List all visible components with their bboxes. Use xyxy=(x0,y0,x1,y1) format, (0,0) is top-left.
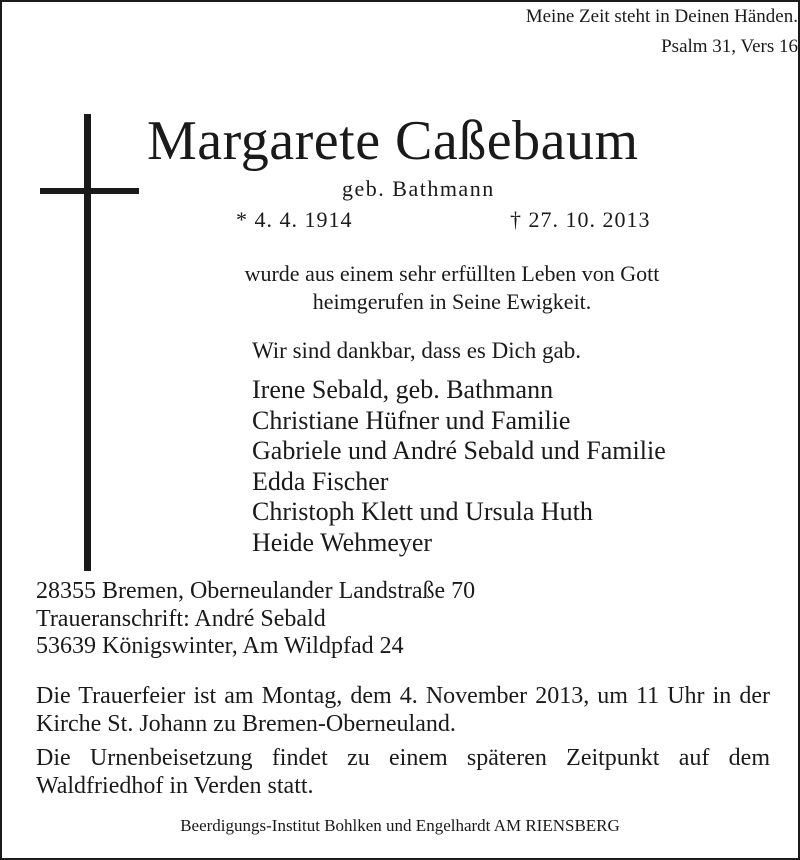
funeral-home: Beerdigungs-Institut Bohlken und Engelhardt AM RIENSBERG xyxy=(180,816,620,835)
deceased-name: Margarete Caßebaum xyxy=(147,110,639,172)
address-line: Traueranschrift: André Sebald xyxy=(36,605,326,632)
burial-info: Die Urnenbeisetzung findet zu einem späteren Zeitpunkt auf dem Waldfriedhof in Verden statt. xyxy=(36,745,770,799)
cross-horizontal-beam xyxy=(40,188,139,194)
mourner-name: Heide Wehmeyer xyxy=(252,527,433,557)
maiden-name: geb. Bathmann xyxy=(342,176,495,201)
address-block xyxy=(36,578,475,661)
address-line: 53639 Königswinter, Am Wildpfad 24 xyxy=(36,633,404,659)
epigraph-source: Psalm 31, Vers 16 xyxy=(661,36,798,57)
service-info: Die Trauerfeier ist am Montag, dem 4. November 2013, um 11 Uhr in der Kirche St. Johann zu Bremen-Oberneuland. xyxy=(36,683,770,737)
mourner-name: Irene Sebald, geb. Bathmann xyxy=(252,375,554,404)
mourner-name: Christiane Hüfner und Familie xyxy=(252,405,571,435)
cross-vertical-beam xyxy=(84,114,91,571)
mourner-name: Christoph Klett und Ursula Huth xyxy=(252,497,593,526)
gratitude-line: Wir sind dankbar, dass es Dich gab. xyxy=(252,338,582,363)
mourner-name: Edda Fischer xyxy=(252,466,389,496)
epigraph-quote: Meine Zeit steht in Deinen Händen. xyxy=(525,6,798,27)
announcement-line: wurde aus einem sehr erfüllten Leben von Gott xyxy=(244,261,660,286)
mourner-name: Gabriele und André Sebald und Familie xyxy=(252,436,666,465)
epigraph xyxy=(2,2,798,62)
birth-date: * 4. 4. 1914 xyxy=(236,207,353,232)
mourners-list xyxy=(252,375,666,558)
announcement-line: heimgerufen in Seine Ewigkeit. xyxy=(312,289,592,314)
announcement xyxy=(142,260,762,316)
address-line: 28355 Bremen, Oberneulander Landstraße 70 xyxy=(36,578,476,604)
death-date: † 27. 10. 2013 xyxy=(510,207,651,232)
